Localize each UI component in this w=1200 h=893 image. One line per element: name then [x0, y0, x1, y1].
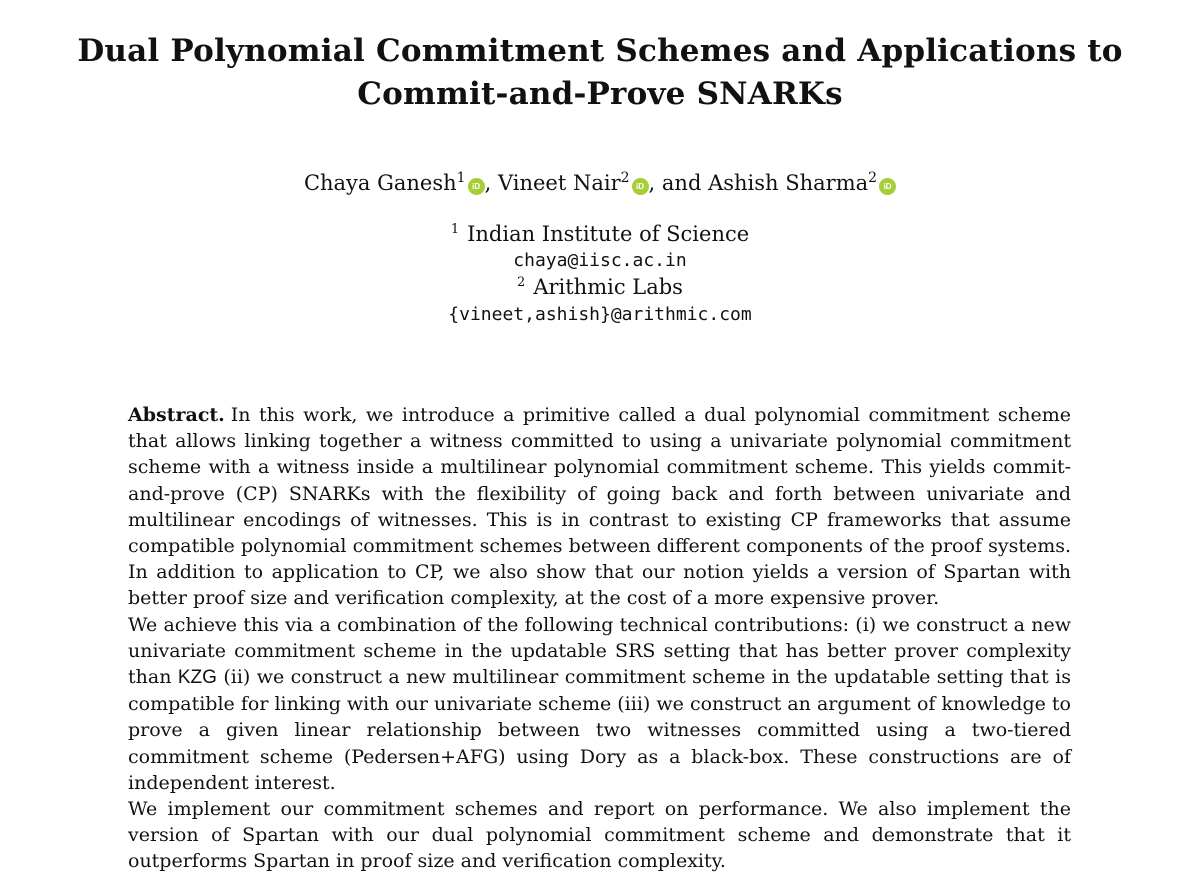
author-affil-mark: 2 [620, 170, 630, 186]
author-affil-mark: 1 [456, 170, 466, 186]
affiliation-email-2[interactable]: {vineet,ashish}@arithmic.com [448, 304, 752, 325]
orcid-icon[interactable]: iD [632, 178, 649, 195]
abstract-text-2b: (ii) we construct a new multilinear commitment scheme in the updatable setting that is compatible for linking with our univariate scheme (iii) we construct an argument of knowledge to prove a given linear relationship between two witnesses committed using a two-tiered commitment scheme (Pedersen+AFG) using Dory as a black-box. These constructions are of independent interest. [128, 666, 1071, 794]
affiliation-number: 1 [450, 222, 460, 237]
author-name: Chaya Ganesh [303, 171, 457, 195]
title-line-1: Dual Polynomial Commitment Schemes and Applications to [77, 33, 1123, 69]
affiliation-1 [0, 221, 1200, 247]
abstract-text-2a: We achieve this via a combination of the following technical contributions: (i) we construct a new univariate commitment scheme in the updatable SRS setting that has better prover complexity than [128, 613, 1071, 689]
abstract-paragraph-2 [128, 612, 1071, 796]
abstract-label: Abstract. [128, 404, 225, 426]
abstract-paragraph-3 [128, 796, 1071, 875]
affiliation-number: 2 [517, 275, 526, 290]
orcid-icon[interactable]: iD [468, 178, 485, 195]
affiliation-name: Arithmic Labs [533, 275, 683, 299]
orcid-icon[interactable]: iD [879, 178, 896, 195]
abstract-text-3: We implement our commitment schemes and report on performance. We also implement the version of Spartan with our dual polynomial commitment scheme and demonstrate that it outperforms Spartan in proof size and verification complexity. [128, 798, 1071, 873]
affiliation-2 [0, 274, 1200, 300]
paper-title [40, 30, 1160, 116]
affiliation-name: Indian Institute of Science [467, 222, 750, 246]
title-line-2: Commit-and-Prove SNARKs [357, 76, 843, 112]
author-separator: , and [648, 171, 709, 195]
author-list [0, 168, 1200, 198]
kzg-term: KZG [177, 667, 217, 689]
abstract-paragraph-1 [128, 402, 1071, 612]
abstract-text-1: In this work, we introduce a primitive called a dual polynomial commitment scheme that allows linking together a witness committed to using a univariate polynomial commitment scheme with a witness inside a multilinear polynomial commitment scheme. This yields commit-and-prove (CP) SNARKs with the flexibility of going back and forth between univariate and multilinear encodings of witnesses. This is in contrast to existing CP frameworks that assume compatible polynomial commitment schemes between different components of the proof systems. In addition to application to CP, we also show that our notion yields a version of Spartan with better proof size and verification complexity, at the cost of a more expensive prover. [128, 404, 1071, 610]
abstract [128, 402, 1071, 875]
author-separator: , [484, 171, 498, 195]
author-affil-mark: 2 [868, 170, 878, 186]
author-name: Vineet Nair [497, 171, 621, 195]
affiliation-email-1[interactable]: chaya@iisc.ac.in [513, 250, 687, 271]
author-name: Ashish Sharma [708, 171, 869, 195]
